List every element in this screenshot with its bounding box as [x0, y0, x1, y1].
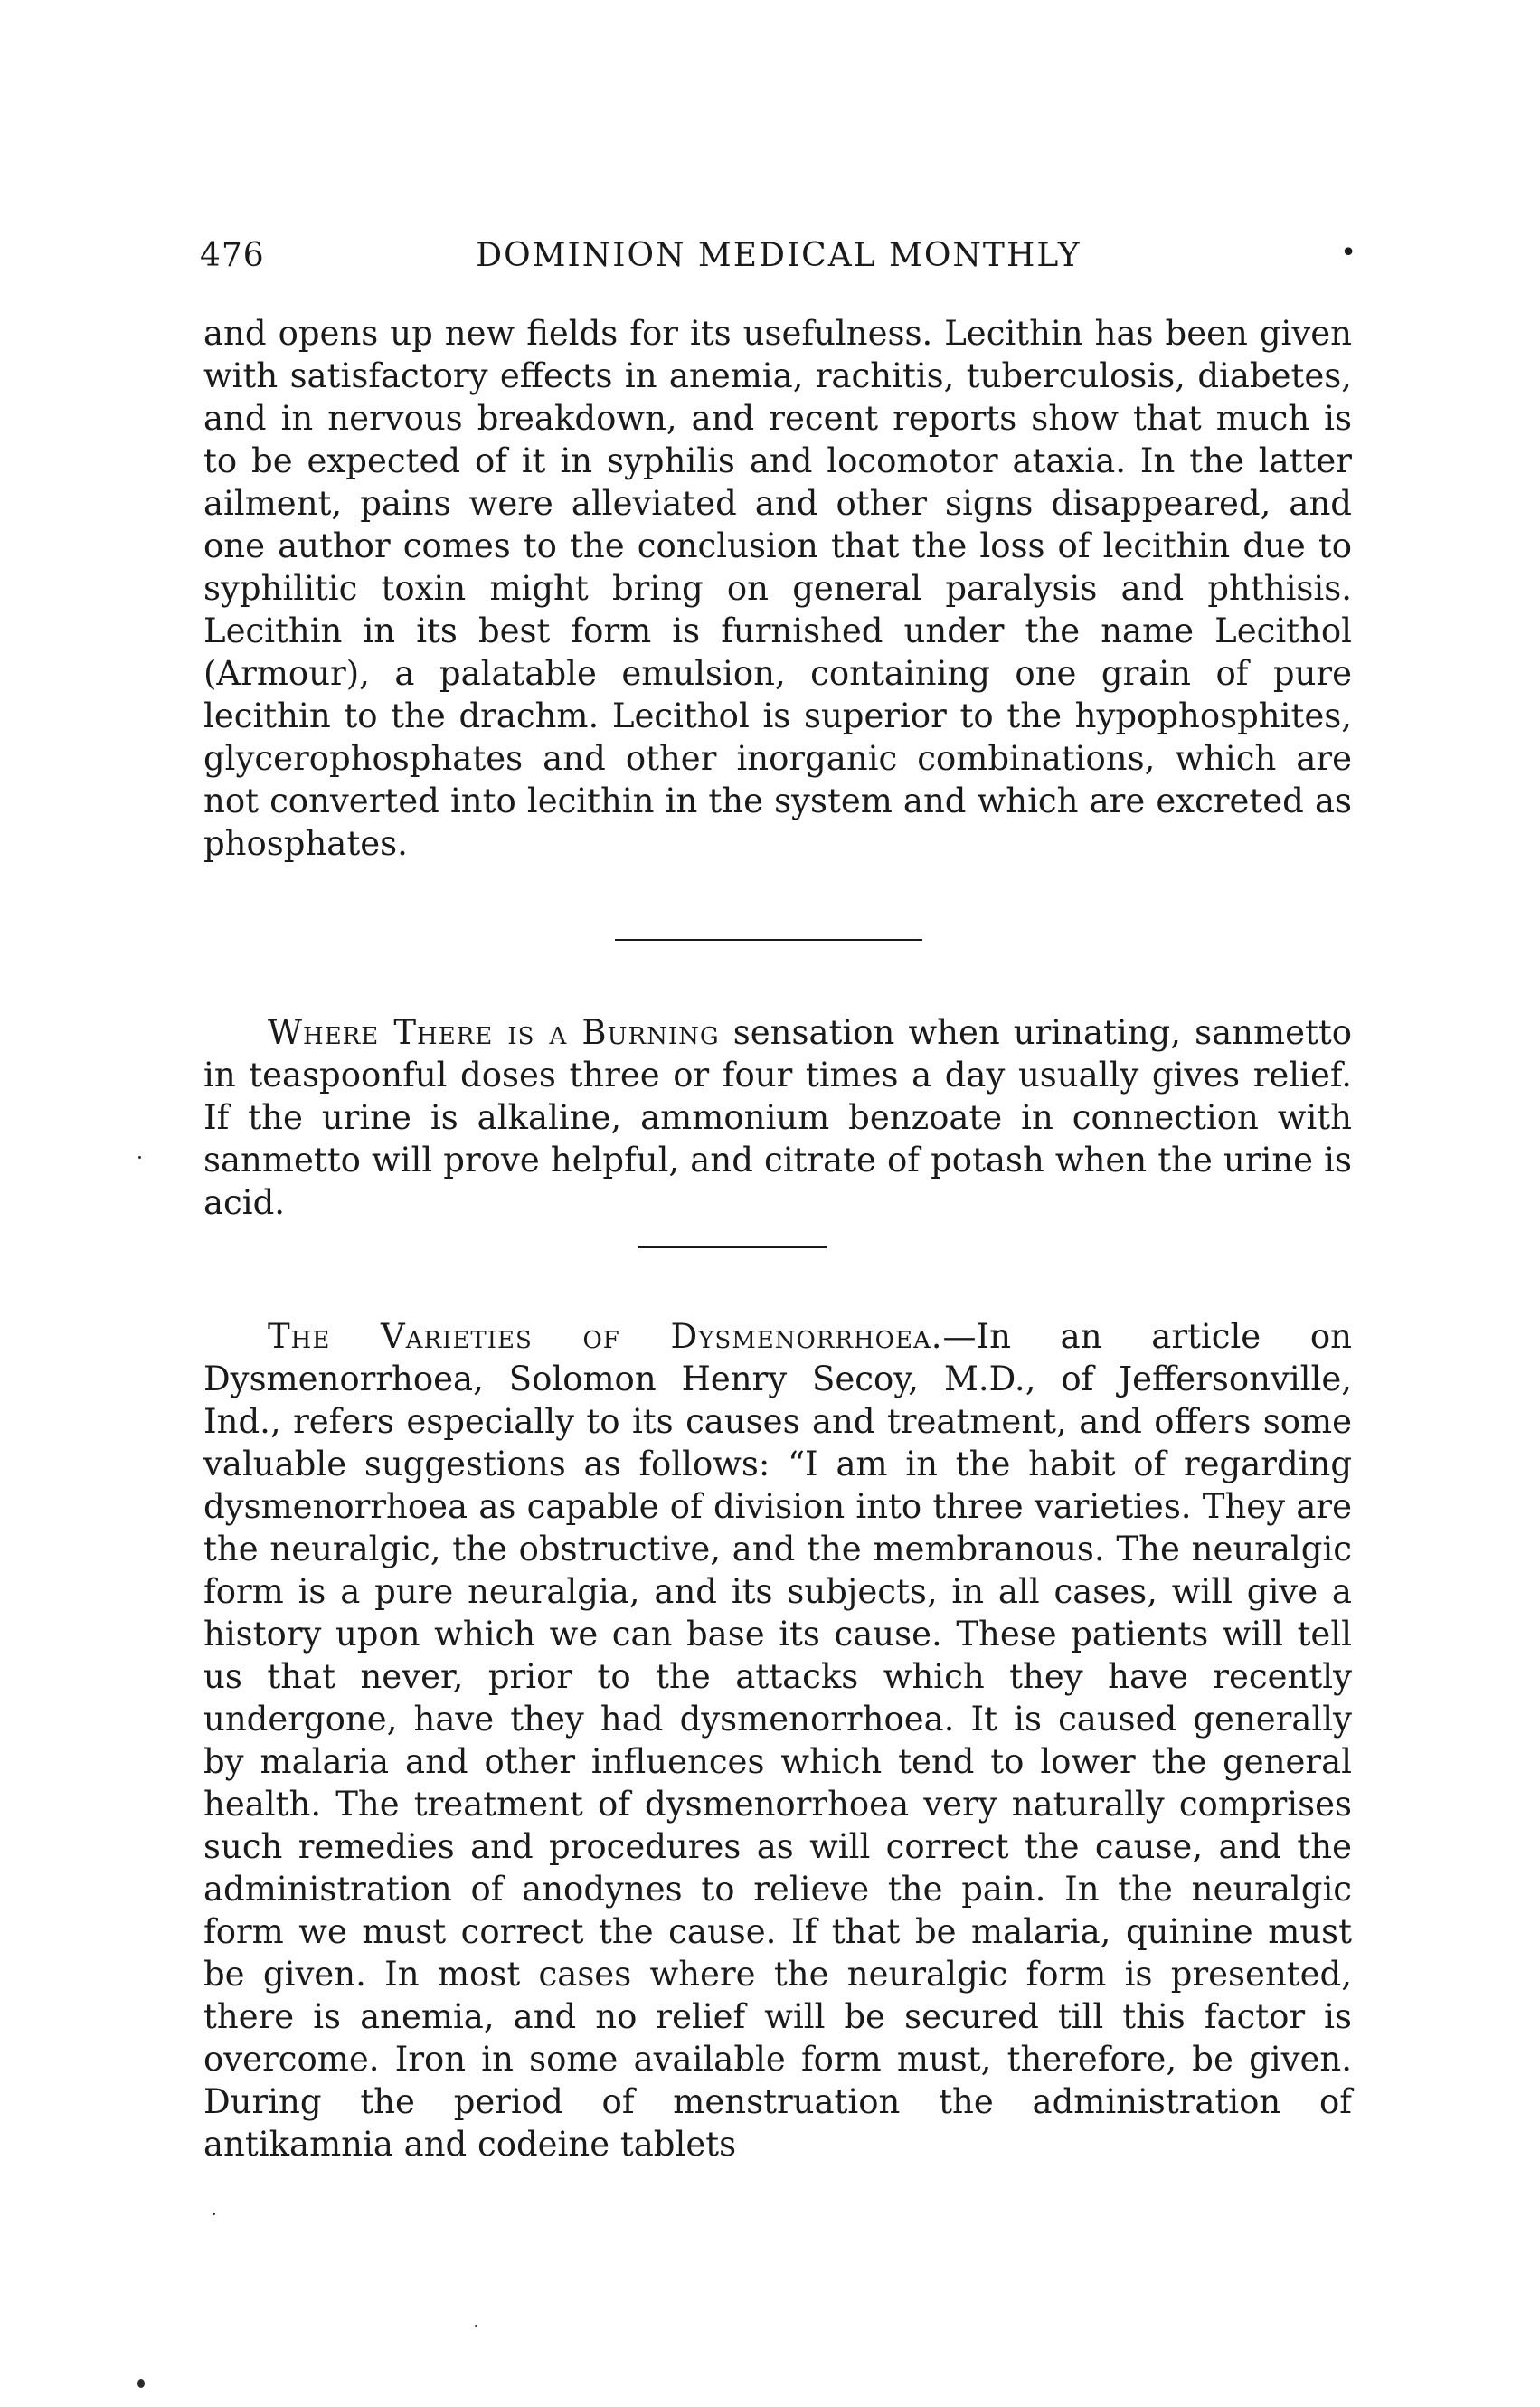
paragraph-lecithin: and opens up new fields for its usefulness. Lecithin has been given with satisfactory effects in anemia, rachitis, tuberculosis, diabetes, and in nervous breakdown, and recent reports show that much is to be expected of it in syphilis and locomotor ataxia. In the latter ailment, pains were alleviated and other signs disappeared, and one author comes to the conclusion that the loss of lecithin due to syphilitic toxin might bring on general paralysis and phthisis. Lecithin in its best form is furnished under the name Lecithol (Armour), a palatable emulsion, containing one grain of pure lecithin to the drachm. Lecithol is superior to the hypophosphites, glycerophosphates and other inorganic combinations, which are not converted into lecithin in the system and which are excreted as phosphates.	[203, 314, 1352, 863]
article-heading: The Varieties of Dysmenorrhoea.	[268, 1317, 943, 1356]
section-divider	[638, 1246, 827, 1248]
print-speck	[138, 1156, 141, 1159]
paragraph-dysmenorrhoea	[203, 1315, 1352, 2165]
print-speck	[475, 2325, 477, 2327]
lead-in-heading: Where There is a Burning	[268, 1013, 720, 1052]
paragraph-sanmetto	[203, 1011, 1352, 1224]
article-dysmenorrhoea	[203, 1315, 1352, 2165]
paragraph-body: —In an article on Dysmenorrhoea, Solomon Henry Secoy, M.D., of Jeffersonville, Ind., refers especially to its causes and treatment, and offers some valuable suggestions as follows: “I am in the habit of regarding dysmenorrhoea as capable of division into three varieties. They are the neuralgic, the obstructive, and the membranous. The neuralgic form is a pure neuralgia, and its subjects, in all cases, will give a history upon which we can base its cause. These patients will tell us that never, prior to the attacks which they have recently undergone, have they had dysmenorrhoea. It is caused generally by malaria and other influences which tend to lower the general health. The treatment of dysmenorrhoea very naturally comprises such remedies and procedures as will correct the cause, and the administration of anodynes to relieve the pain. In the neuralgic form we must correct the cause. If that be malaria, quinine must be given. In most cases where the neuralgic form is presented, there is anemia, and no relief will be secured till this factor is overcome. Iron in some available form must, therefore, be given. During the period of menstruation the administration of antikamnia and codeine tablets	[203, 1317, 1352, 2164]
print-speck	[213, 2213, 215, 2215]
article-burning-sensation	[203, 1011, 1352, 1224]
page-number: 476	[200, 237, 265, 274]
running-title: DOMINION MEDICAL MONTHLY	[476, 237, 1082, 274]
print-speck	[137, 2379, 145, 2388]
running-header	[200, 237, 1357, 282]
header-mark: •	[1340, 237, 1357, 269]
paragraph-body: sensation when urinating, sanmetto in teaspoonful doses three or four times a day usually gives relief. If the urine is alkaline, ammonium benzoate in connection with sanmetto will prove helpful, and citrate of potash when the urine is acid.	[203, 1013, 1352, 1222]
section-divider	[615, 939, 922, 941]
article-continuation	[203, 312, 1352, 865]
